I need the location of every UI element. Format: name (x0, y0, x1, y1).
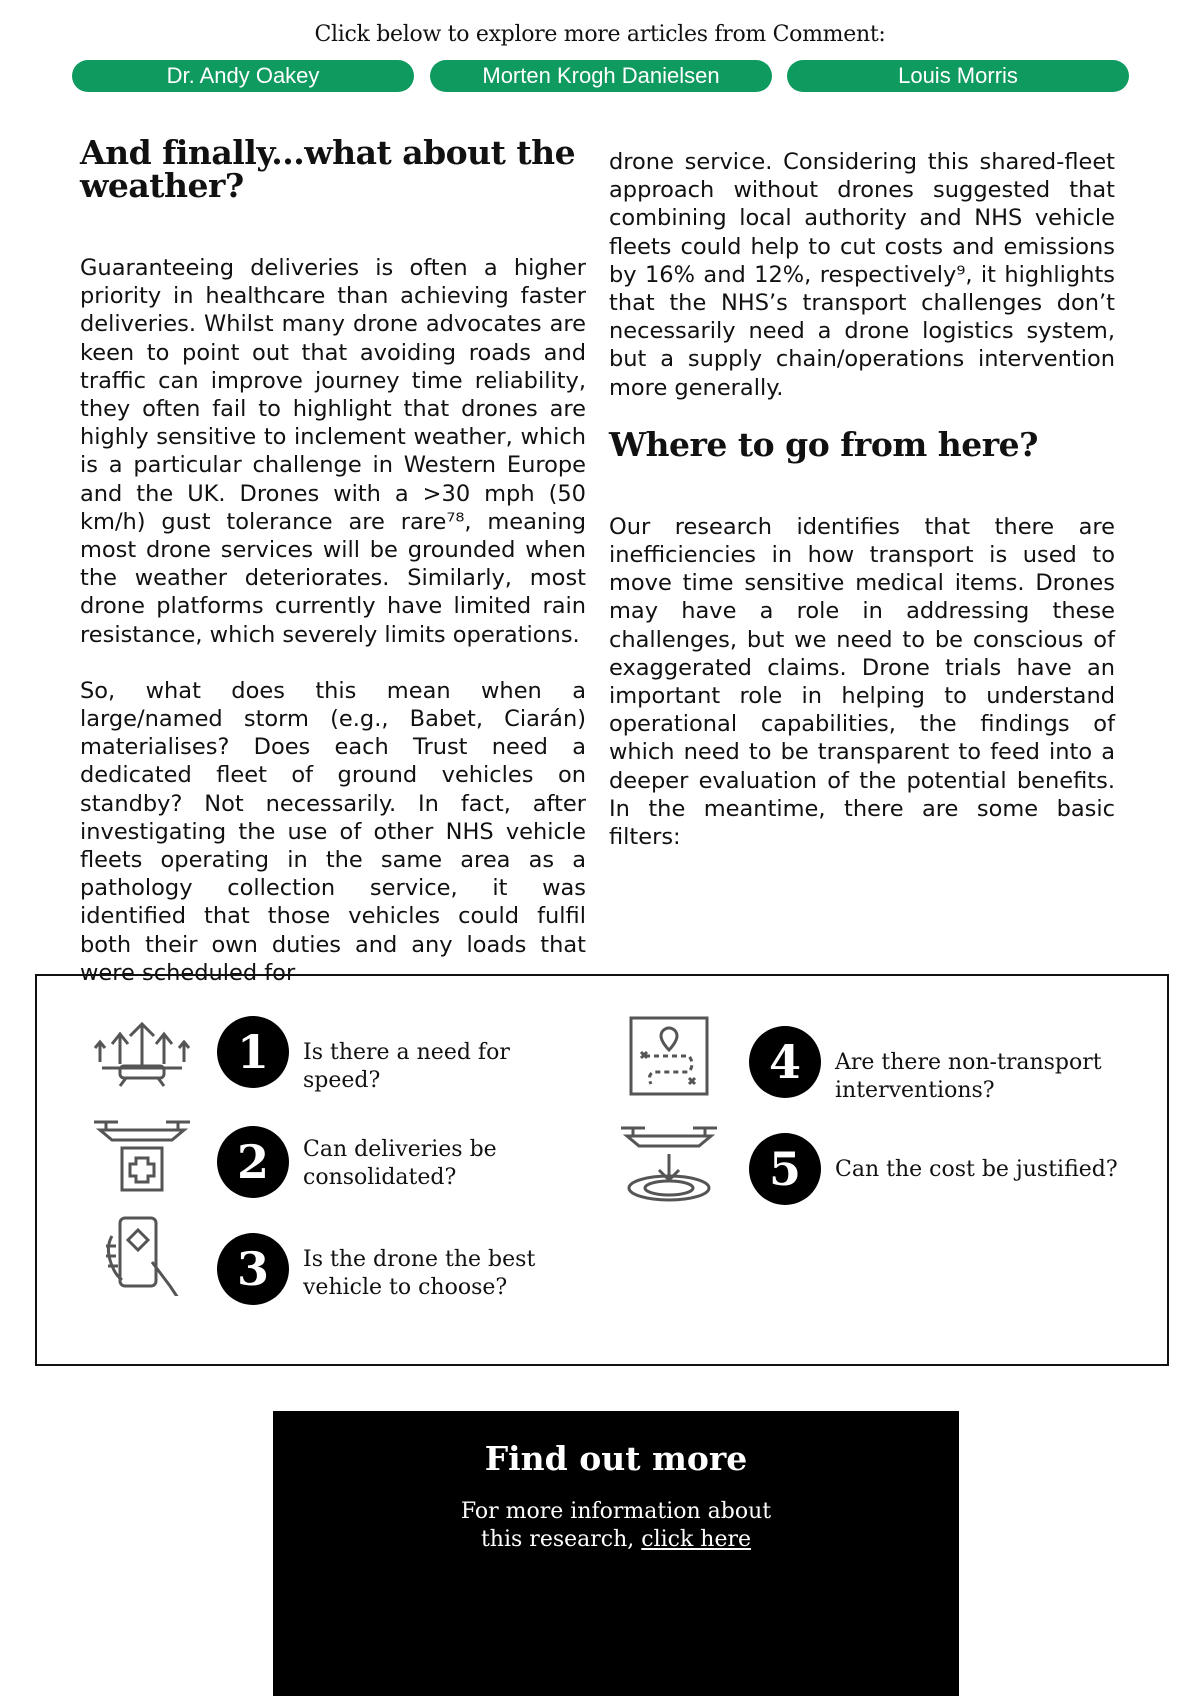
paragraph-weather: Guaranteeing deliveries is often a higher priority in healthcare than achieving faster deliveries. Whilst many drone advocates are keen to point out that avoiding roads and traffic can improve journey time reliability, they often fail to highlight that drones are highly sensitive to inclement weather, which is a particular challenge in Western Europe and the UK. Drones with a >30 mph (50 km/h) gust tolerance are rare⁷⁸, meaning most drone services will be grounded when the weather deteriorates. Similarly, most drone platforms currently have limited rain resistance, which severely limits operations. (80, 255, 586, 648)
article-column-left (80, 133, 586, 987)
article-column-right (609, 148, 1115, 851)
drone-landing-icon (619, 1124, 719, 1204)
heading-weather: And finally...what about the weather? (80, 133, 576, 205)
filter-number-3: 3 (217, 1233, 289, 1305)
medical-drone-icon (92, 1116, 192, 1196)
cta-body (273, 1498, 959, 1554)
filter-number-2: 2 (217, 1126, 289, 1198)
author-link-louis-morris[interactable]: Louis Morris (787, 60, 1129, 92)
filter-number-4: 4 (749, 1026, 821, 1098)
author-link-morten-krogh-danielsen[interactable]: Morten Krogh Danielsen (430, 60, 772, 92)
filter-number-1: 1 (217, 1016, 289, 1088)
paragraph-storm: So, what does this mean when a large/named storm (e.g., Babet, Ciarán) materialises? Does each Trust need a dedicated fleet of ground vehicles on standby? Not necessarily. In fact, after investigating the use of other NHS vehicle fleets operating in the same area as a pathology collection service, it was identified that those vehicles could fulfil both their own duties and any loads that were scheduled for (80, 677, 586, 986)
basic-filters-panel (35, 974, 1169, 1366)
cta-title: Find out more (484, 1439, 748, 1478)
drone-lift-icon (92, 1016, 192, 1096)
find-out-more-box (273, 1411, 959, 1696)
filter-text-2: Can deliveries be consolidated? (303, 1137, 497, 1190)
paragraph-research: Our research identifies that there are inefficiencies in how transport is used to move time sensitive medical items. Drones may have a role in addressing these challenges, but we need to be conscious of exaggerated claims. Drone trials have an important role in helping to understand operational capabilities, the findings of which need to be transparent to feed into a deeper evaluation of the potential benefits. In the meantime, there are some basic filters: (609, 513, 1115, 851)
filter-text-5: Can the cost be justified? (835, 1157, 1118, 1182)
phone-hand-icon (92, 1216, 192, 1296)
filter-number-5: 5 (749, 1133, 821, 1205)
filter-text-3: Is the drone the best vehicle to choose? (303, 1247, 536, 1300)
filter-text-4: Are there non-transport interventions? (835, 1050, 1102, 1103)
cta-line-1: For more information about (460, 1499, 772, 1524)
cta-line-2-prefix: this research, (480, 1527, 642, 1552)
click-here-link[interactable]: click here (641, 1527, 752, 1552)
filter-text-1: Is there a need for speed? (303, 1040, 510, 1093)
heading-next-steps: Where to go from here? (609, 424, 1038, 464)
paragraph-shared-fleet: drone service. Considering this shared-fleet approach without drones suggested that combining local authority and NHS vehicle fleets could help to cut costs and emissions by 16% and 12%, respectively⁹, it highlights that the NHS’s transport challenges don’t necessarily need a drone logistics system, but a supply chain/operations intervention more generally. (609, 149, 1115, 401)
cta-line-2 (273, 1526, 959, 1554)
map-route-icon (619, 1016, 719, 1096)
explore-caption: Click below to explore more articles from Comment: (314, 22, 886, 47)
author-link-andy-oakey[interactable]: Dr. Andy Oakey (72, 60, 414, 92)
